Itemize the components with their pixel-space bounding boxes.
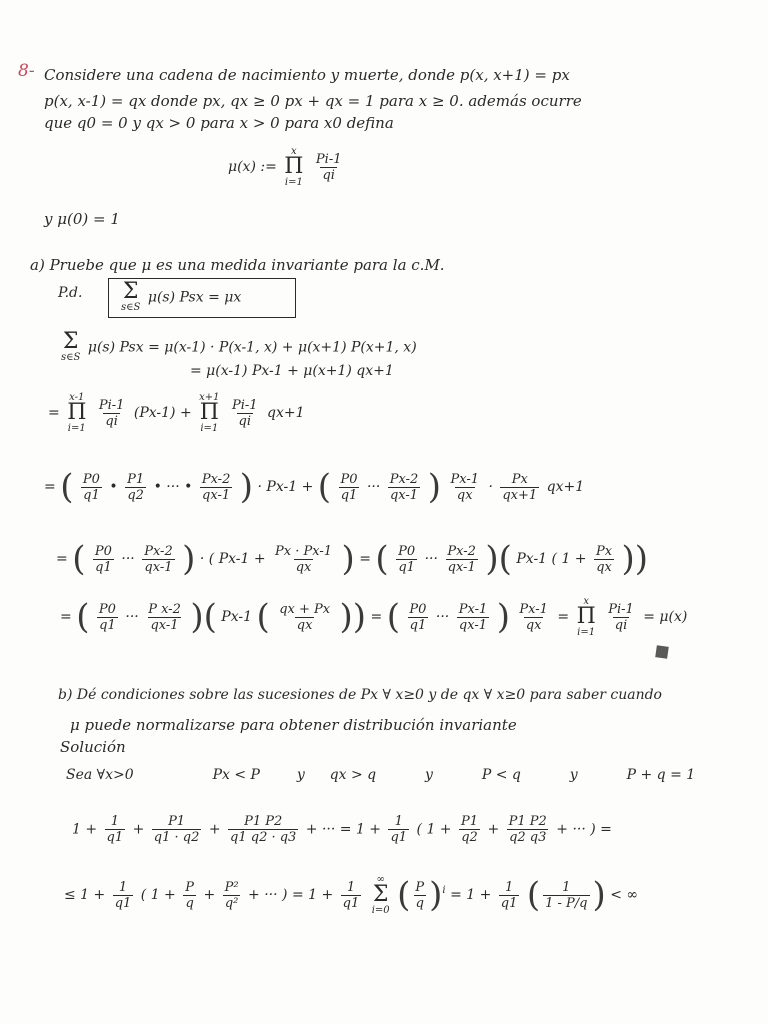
definition-fraction: $\frac{Pi-1}{qi}$ <box>315 151 342 183</box>
series2-frac-f: $\frac{1}{q1}$ <box>500 879 518 911</box>
step3-frac-1: $\frac{Pi-1}{qi}$ <box>98 397 125 429</box>
series1-frac-d: $\frac{1}{q1}$ <box>390 814 408 845</box>
definition-lhs: μ(x) := <box>228 159 277 175</box>
step6-frac-b: $\frac{\text{P x-2}}{qx-1}$ <box>148 601 181 633</box>
step5-frac-b: $\frac{Px-2}{qx-1}$ <box>144 543 173 575</box>
solution-label: Solución <box>60 738 126 756</box>
qed-mark <box>655 645 669 659</box>
series2-frac-g: $\frac{1}{1 - P/q}$ <box>545 879 588 911</box>
step-4: = ( $\frac{P0}{q1}$ • $\frac{P1}{q2}$ • ··· • $\frac{Px-2}{qx-1}$ ) · Px-1 + ( $\frac{P0}{q1}$ ··· $\frac{Px-2}{qx-1}$ ) $\frac{Px-1}{qx}$ · $\frac{Px}{qx+1}$ qx+1 <box>44 467 585 507</box>
step5-frac-e: $\frac{Px-2}{qx-1}$ <box>447 543 476 575</box>
step4-frac-b: $\frac{P1}{q2}$ <box>127 471 145 503</box>
series2-frac-d: $\frac{1}{q1}$ <box>342 879 360 911</box>
series-line-2: ≤ 1 + $\frac{1}{q1}$ ( 1 + $\frac{P}{q}$ + $\frac{\text{P²}}{\text{q²}}$ + ··· ) = 1 + $\frac{1}{q1}$ ∞ Σ i=0 ( $\frac{P}{q}$ )$^i$ = 1 + $\frac{1}{q1}$ ( $\frac{1}{1 - P/q}$ ) < ∞ <box>64 874 639 916</box>
step4-frac-d: $\frac{P0}{q1}$ <box>340 471 358 503</box>
step6-prod: x Π i=1 <box>576 596 596 638</box>
step-3: = x-1 Π i=1 $\frac{Pi-1}{qi}$ (Px-1) + x+1 Π i=1 $\frac{Pi-1}{qi}$ qx+1 <box>48 392 305 434</box>
part-b-line-2: μ puede normalizarse para obtener distribución invariante <box>70 716 517 734</box>
pd-sigma: Σ s∈S <box>121 279 141 313</box>
series2-frac-c: $\frac{\text{P²}}{\text{q²}}$ <box>224 879 239 911</box>
series1-frac-b: $\frac{P1}{q1 \cdot q2}$ <box>153 814 200 845</box>
series-line-1: 1 + $\frac{1}{q1}$ + $\frac{P1}{q1 \cdot q2}$ + $\frac{P1 P2}{q1 q2 \cdot q3}$ + ··· = 1 + $\frac{1}{q1}$ ( 1 + $\frac{P1}{q2}$ + $\frac{P1 P2}{q2 q3}$ + ··· ) = <box>72 814 612 845</box>
step3-frac-2: $\frac{Pi-1}{qi}$ <box>231 397 258 429</box>
series1-frac-a: $\frac{1}{q1}$ <box>106 814 124 845</box>
step6-frac-a: $\frac{P0}{q1}$ <box>98 601 116 633</box>
step3-prod-1: x-1 Π i=1 <box>67 392 87 434</box>
step4-frac-c: $\frac{Px-2}{qx-1}$ <box>201 471 231 503</box>
step6-frac-e: $\frac{Px-1}{qx-1}$ <box>458 601 488 633</box>
series2-frac-e: $\frac{P}{q}$ <box>415 879 425 911</box>
step5-frac-c: $\frac{Px \cdot Px-1}{qx}$ <box>275 543 333 575</box>
series1-frac-f: $\frac{P1 P2}{q2 q3}$ <box>508 814 547 845</box>
step-6: = ( $\frac{P0}{q1}$ ··· $\frac{\text{P x-2}}{qx-1}$ )( Px-1 ( $\frac{qx + Px}{qx}$ )) = ( $\frac{P0}{q1}$ ··· $\frac{Px-1}{qx-1}$ ) $\frac{Px-1}{qx}$ = x Π i=1 $\frac{Pi-1}{qi}$ = μ(x) <box>60 596 688 638</box>
step-5: = ( $\frac{P0}{q1}$ ··· $\frac{Px-2}{qx-1}$ ) · ( Px-1 + $\frac{Px \cdot Px-1}{qx}$ ) = ( $\frac{P0}{q1}$ ··· $\frac{Px-2}{qx-1}$ )( Px-1 ( 1 + $\frac{Px}{qx}$ )) <box>56 539 649 579</box>
series2-sigma: ∞ Σ i=0 <box>371 874 390 916</box>
series1-frac-c: $\frac{P1 P2}{q1 q2 \cdot q3}$ <box>230 814 297 845</box>
pd-label: P.d. <box>58 285 83 301</box>
pd-expression: Σ s∈S μ(s) Psx = μx <box>121 279 242 313</box>
series1-frac-e: $\frac{P1}{q2}$ <box>460 814 479 845</box>
problem-number: 8- <box>18 61 35 81</box>
step4-frac-g: $\frac{Px}{qx+1}$ <box>502 471 538 503</box>
step5-frac-f: $\frac{Px}{qx}$ <box>596 543 613 575</box>
series2-power: i <box>442 885 446 896</box>
series2-frac-b: $\frac{P}{q}$ <box>185 879 194 911</box>
series2-frac-a: $\frac{1}{q1}$ <box>114 879 132 911</box>
part-b-line-1: b) Dé condiciones sobre las sucesiones de Px ∀ x≥0 y de qx ∀ x≥0 para saber cuando <box>58 687 662 703</box>
product-operator: x Π i=1 <box>284 146 304 188</box>
step6-frac-g: $\frac{Pi-1}{qi}$ <box>608 601 634 633</box>
step4-frac-a: $\frac{P0}{q1}$ <box>82 471 100 503</box>
problem-line-1: Considere una cadena de nacimiento y muerte, donde p(x, x+1) = px <box>44 66 570 84</box>
step3-prod-2: x+1 Π i=1 <box>199 392 220 434</box>
problem-line-3: que q0 = 0 y qx > 0 para x > 0 para x0 defina <box>44 114 394 132</box>
step1-sigma: Σ s∈S <box>61 329 81 363</box>
conditions-line: Sea ∀x>0 Px < P y qx > q y P < q y P + q = 1 <box>66 767 696 783</box>
definition-mu <box>228 146 347 188</box>
step6-frac-d: $\frac{P0}{q1}$ <box>409 601 427 633</box>
step4-frac-f: $\frac{Px-1}{qx}$ <box>450 471 479 503</box>
step6-frac-f: $\frac{Px-1}{qx}$ <box>519 601 548 633</box>
problem-line-2: p(x, x-1) = qx donde px, qx ≥ 0 px + qx = 1 para x ≥ 0. además ocurre <box>44 92 582 110</box>
step-1: Σ s∈S μ(s) Psx = μ(x-1) · P(x-1, x) + μ(x+1) P(x+1, x) <box>61 329 417 363</box>
mu-zero: y μ(0) = 1 <box>44 210 120 228</box>
part-a-statement: a) Pruebe que μ es una medida invariante para la c.M. <box>30 256 445 274</box>
step6-frac-c: $\frac{qx + Px}{qx}$ <box>279 601 331 633</box>
step4-frac-e: $\frac{Px-2}{qx-1}$ <box>389 471 419 503</box>
step5-frac-d: $\frac{P0}{q1}$ <box>398 543 416 575</box>
step5-frac-a: $\frac{P0}{q1}$ <box>94 543 112 575</box>
step-2: = μ(x-1) Px-1 + μ(x+1) qx+1 <box>190 363 394 379</box>
